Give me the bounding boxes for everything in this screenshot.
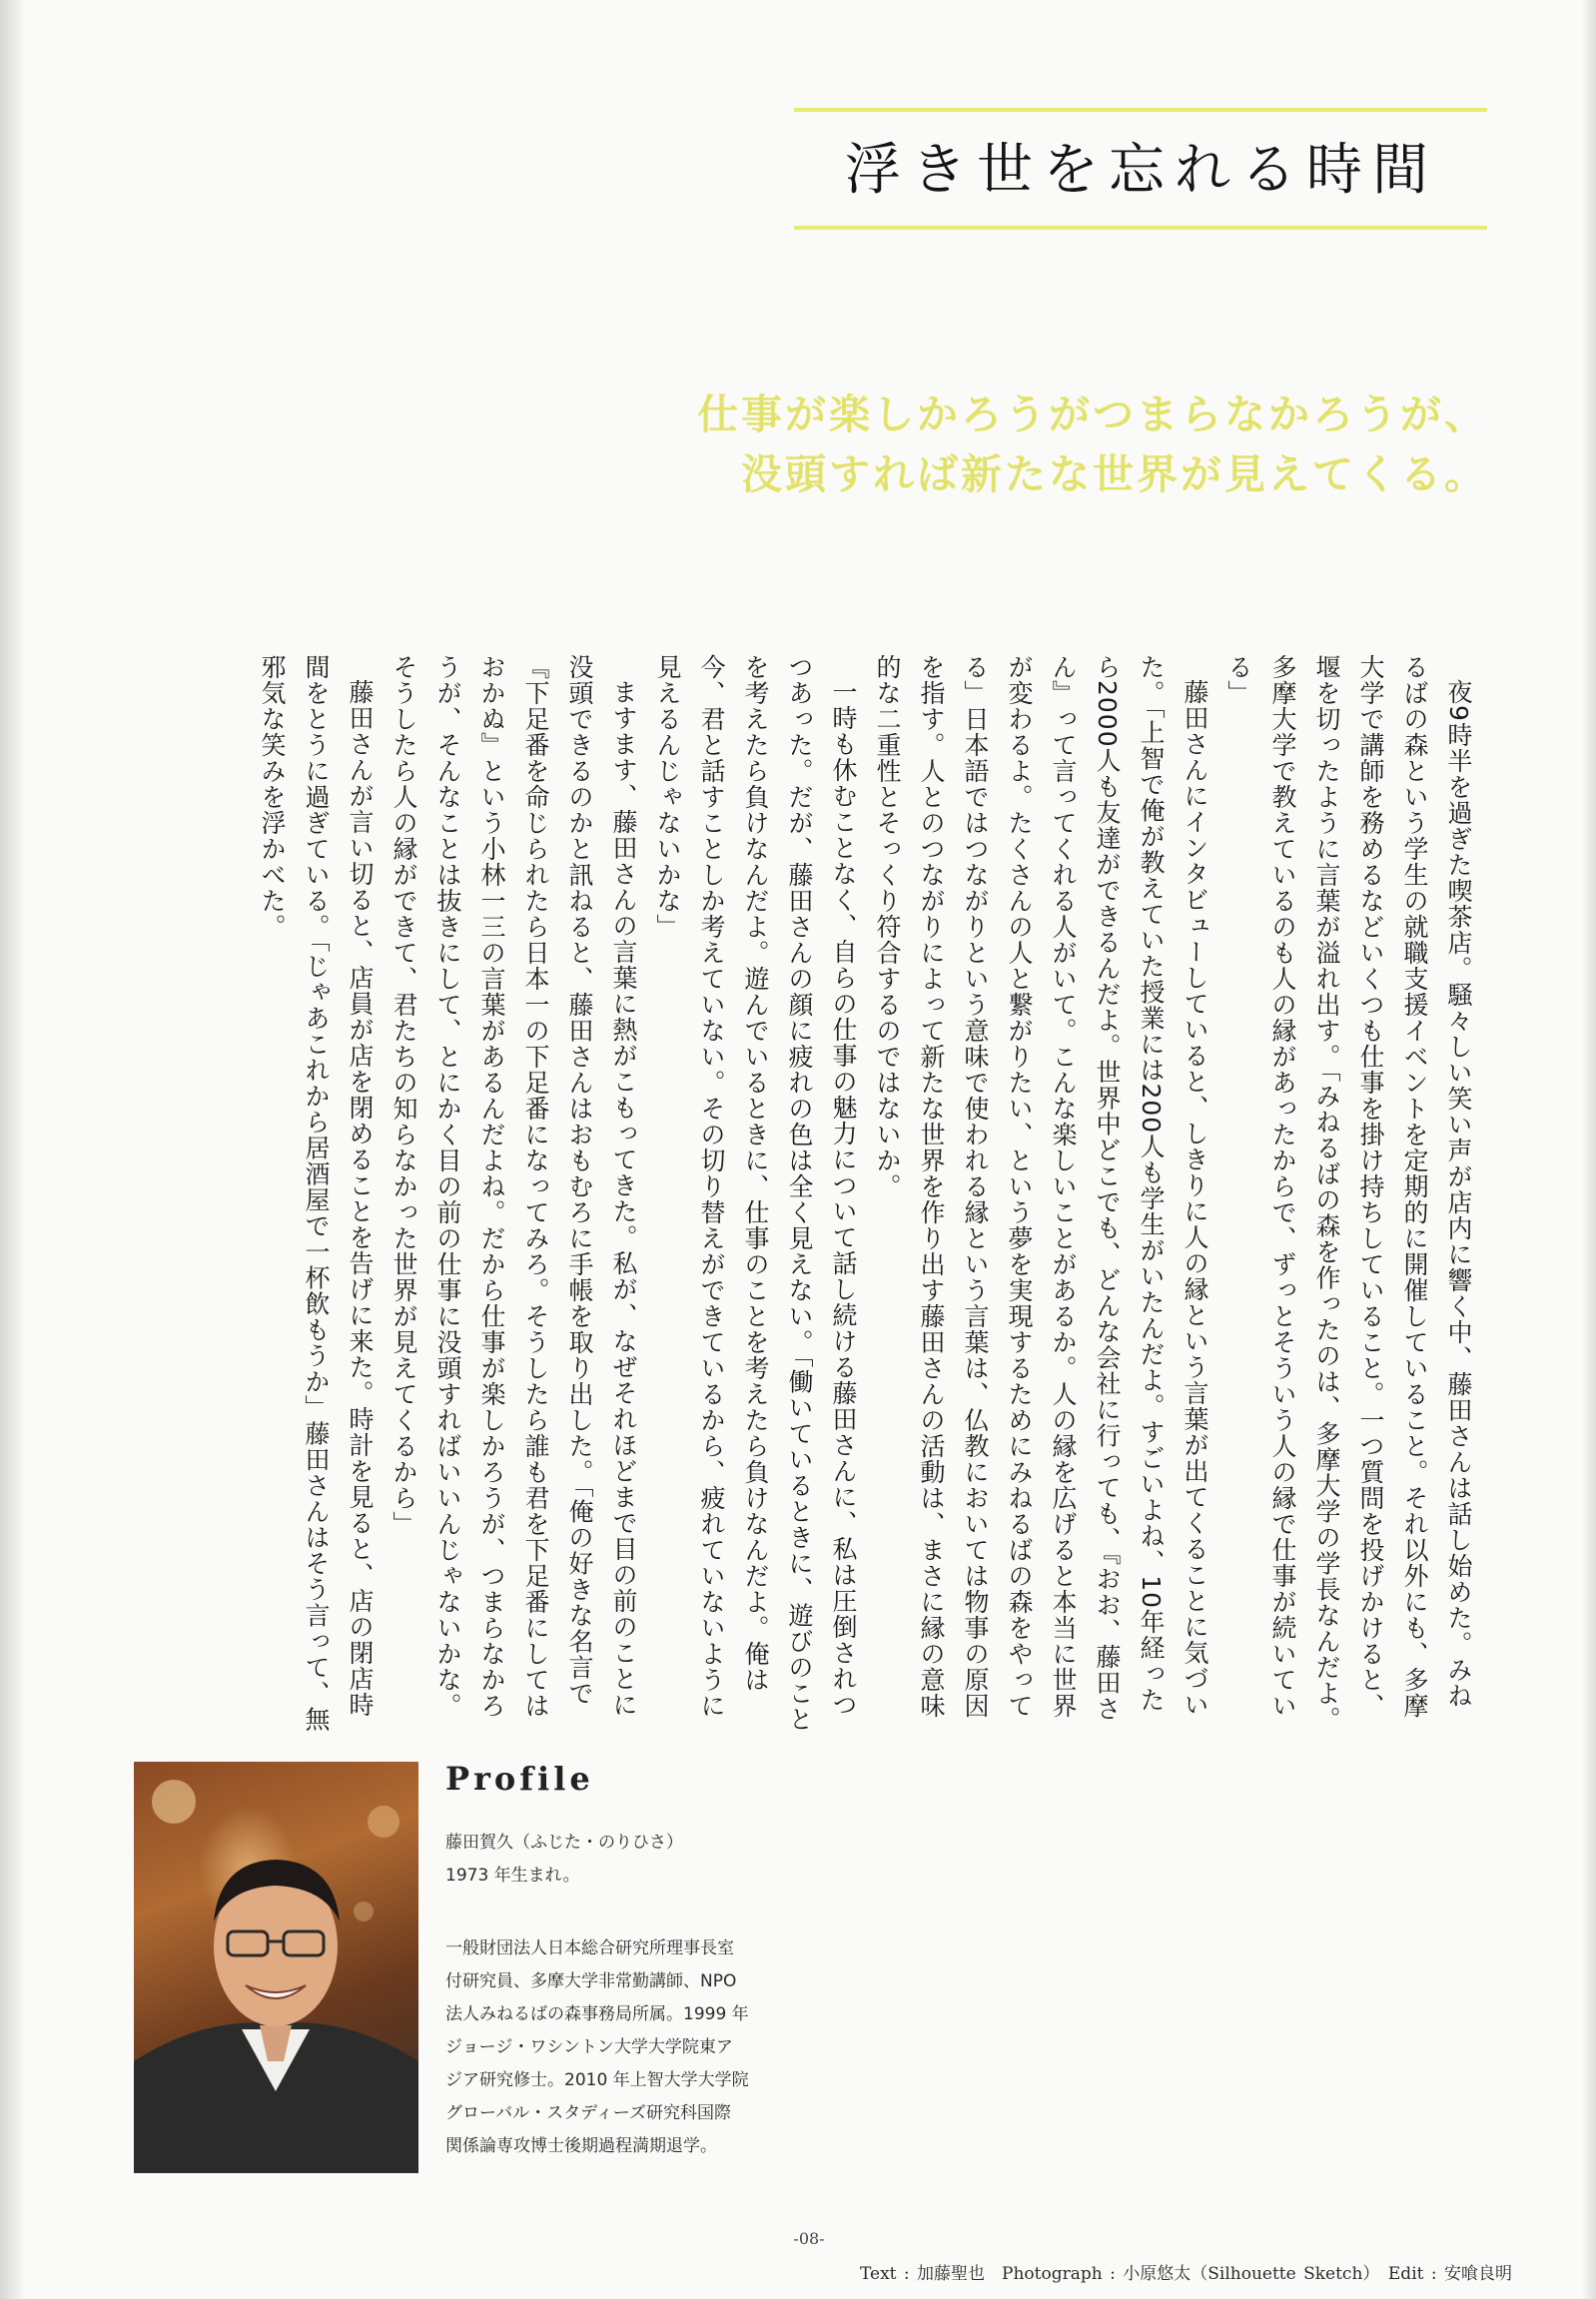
profile-bio (445, 1932, 775, 2163)
portrait-illustration (134, 1762, 418, 2173)
profile-bio-line: 関係論専攻博士後期過程満期退学。 (445, 2136, 717, 2156)
credits: Text : 加藤聖也 Photograph : 小原悠太（Silhouette Sketch） Edit : 安喰良明 (860, 2264, 1512, 2284)
page-number: -08- (793, 2229, 825, 2248)
body-paragraph-5: 藤田さんが言い切ると、店員が店を閉めることを告げに来た。時計を見ると、店の閉店時間をとうに過ぎている。「じゃあこれから居酒屋で一杯飲もうか」藤田さんはそう言って、無邪気な笑みを浮かべた。 (258, 654, 375, 1733)
profile-bio-line: ジア研究修士。2010 年上智大学大学院 (445, 2070, 749, 2090)
article-body (134, 654, 1480, 1733)
body-paragraph-2: 藤田さんにインタビューしていると、しきりに人の縁という言葉が出てくることに気づいた。「上智で俺が教えていた授業には200人も学生がいたんだよ。すごいよね、10年経ったら2000人も友達ができるんだよ。世界中どこでも、どんな会社に行っても、『おお、藤田さん』って言ってくれる人がいて。こんな楽しいことがあるか。人の縁を広げると本当に世界が変わるよ。たくさんの人と繋がりたい、という夢を実現するためにみねるばの森をやってる」日本語ではつながりという意味で使われる縁という言葉は、仏教においては物事の原因を指す。人とのつながりによって新たな世界を作り出す藤田さんの活動は、まさに縁の意味的な二重性とそっくり符合するのではないか。 (873, 654, 1209, 1723)
profile-bio-line: グローバル・スタディーズ研究科国際 (445, 2103, 731, 2123)
profile-name: 藤田賀久（ふじた・のりひさ） (445, 1833, 683, 1853)
profile-bio-line: ジョージ・ワシントン大学大学院東ア (445, 2037, 733, 2057)
body-paragraph-4: ますます、藤田さんの言葉に熱がこもってきた。私が、なぜそれほどまで目の前のことに没頭できるのかと訊ねると、藤田さんはおもむろに手帳を取り出した。「俺の好きな名言で『下足番を命じられたら日本一の下足番になってみろ。そうしたら誰も君を下足番にしてはおかぬ』という小林一三の言葉があるんだよね。だから仕事が楽しかろうが、つまらなかろうが、そんなことは抜きにして、とにかく目の前の仕事に没頭すればいいんじゃないかな。そうしたら人の縁ができて、君たちの知らなかった世界が見えてくるから」 (390, 654, 638, 1719)
profile-birth: 1973 年生まれ。 (445, 1866, 580, 1886)
title-bottom-rule (794, 226, 1487, 230)
profile-bio-line: 一般財団法人日本総合研究所理事長室 (445, 1938, 734, 1958)
headline-line-1: 仕事が楽しかろうがつまらなかろうが、 (697, 390, 1488, 438)
profile-photo (134, 1762, 418, 2173)
body-paragraph-3: 一時も休むことなく、自らの仕事の魅力について話し続ける藤田さんに、私は圧倒されつつあった。だが、藤田さんの顔に疲れの色は全く見えない。「働いているときに、遊びのことを考えたら負けなんだよ。遊んでいるときに、仕事のことを考えたら負けなんだよ。俺は今、君と話すことしか考えていない。その切り替えができているから、疲れていないように見えるんじゃないかな」 (653, 654, 858, 1733)
article-headline (609, 384, 1488, 504)
profile-heading: Profile (445, 1760, 594, 1798)
profile-bio-line: 法人みねるばの森事務局所属。1999 年 (445, 2004, 749, 2024)
article-title: 浮き世を忘れる時間 (845, 138, 1438, 203)
body-paragraph-1: 夜9時半を過ぎた喫茶店。騒々しい笑い声が店内に響く中、藤田さんは話し始めた。みねるばの森という学生の就職支援イベントを定期的に開催していること。それ以外にも、多摩大学で講師を務めるなどいくつも仕事を掛け持ちしていること。一つ質問を投げかけると、堰を切ったように言葉が溢れ出す。「みねるばの森を作ったのは、多摩大学の学長なんだよ。多摩大学で教えているのも人の縁があったからで、ずっとそういう人の縁で仕事が続いている」 (1224, 654, 1473, 1733)
headline-line-2: 没頭すれば新たな世界が見えてくる。 (741, 450, 1488, 498)
profile-bio-line: 付研究員、多摩大学非常勤講師、NPO (445, 1971, 737, 1991)
title-top-rule (794, 108, 1487, 112)
